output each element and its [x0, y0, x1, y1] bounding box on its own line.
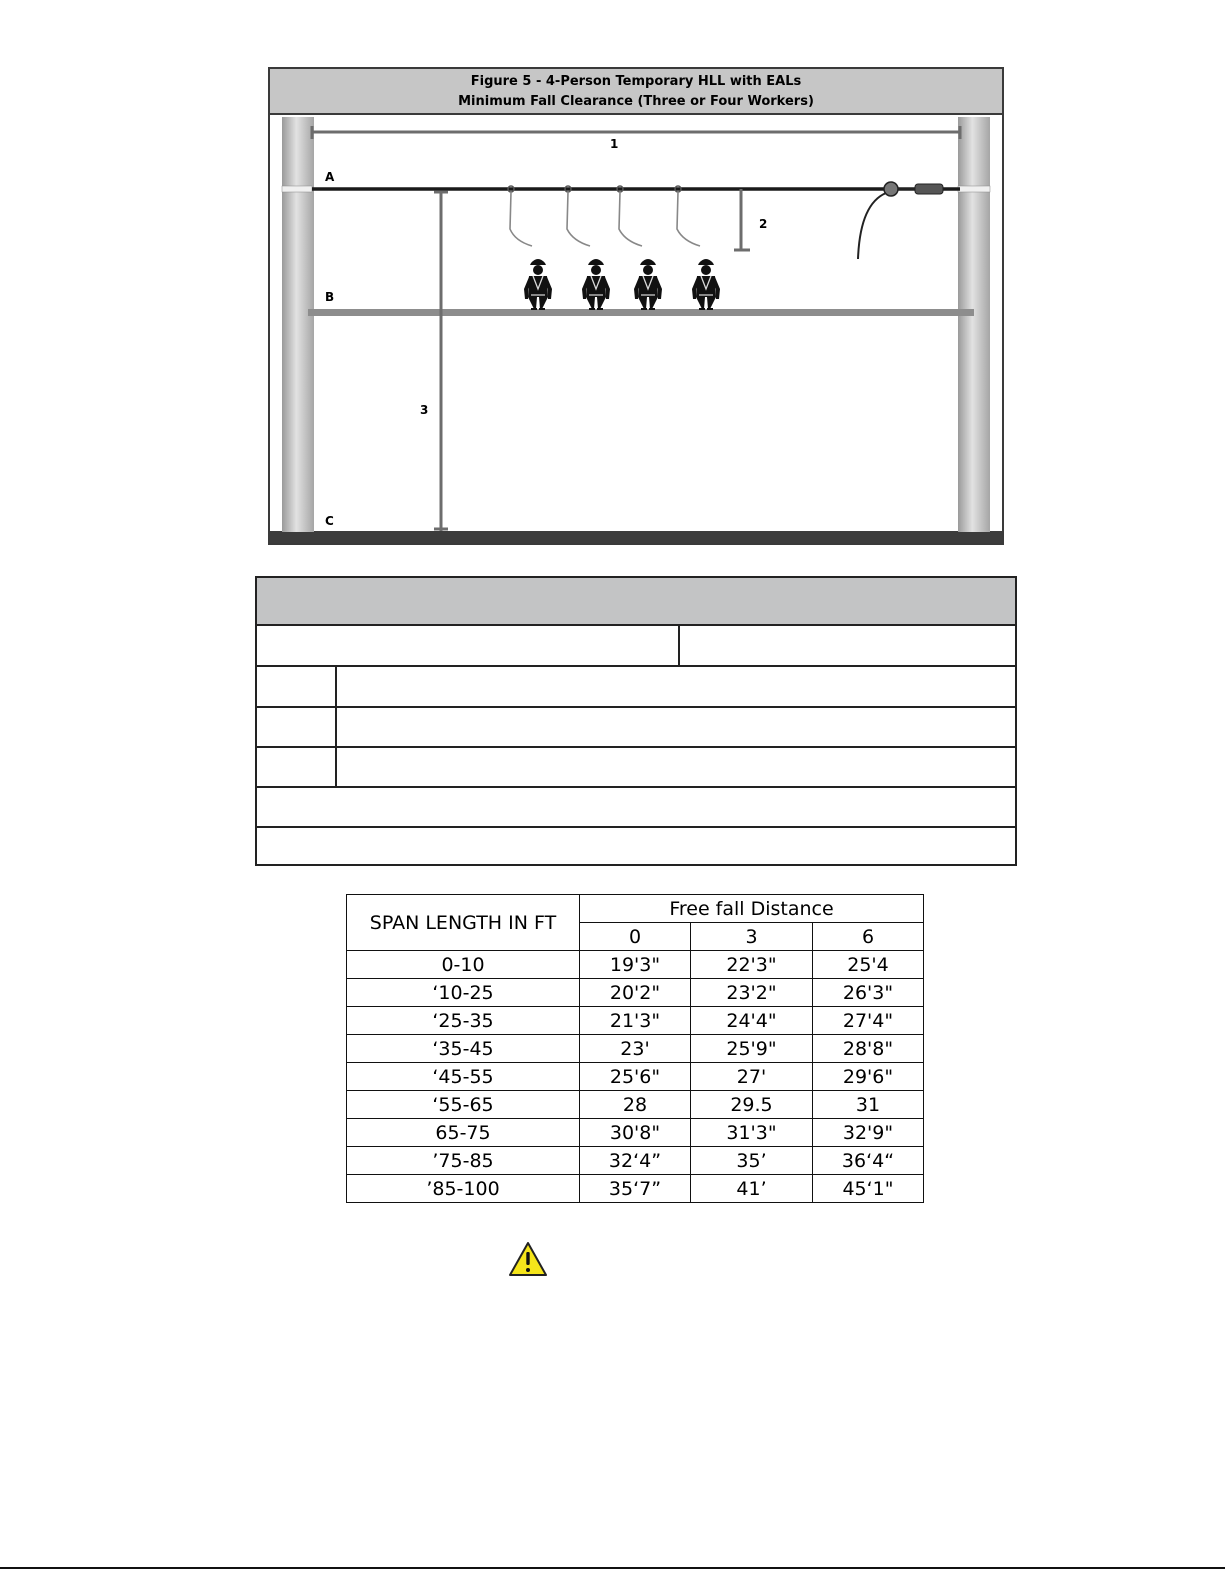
clearance-table: [346, 894, 924, 1203]
value-cell: 29'6": [813, 1063, 924, 1091]
energy-absorber-icon: [915, 184, 943, 194]
value-cell: 32'9": [813, 1119, 924, 1147]
warning-triangle-icon: [508, 1241, 548, 1277]
value-cell: 36‘4“: [813, 1147, 924, 1175]
value-cell: 45‘1": [813, 1175, 924, 1203]
free-fall-header: Free fall Distance: [580, 895, 924, 923]
worker-4: [675, 186, 720, 310]
legend-row: [257, 626, 1015, 667]
value-cell: 41’: [691, 1175, 813, 1203]
legend-row: [257, 748, 1015, 788]
worker-2: [565, 186, 610, 310]
legend-table: [255, 576, 1017, 866]
value-cell: 19'3": [580, 951, 691, 979]
value-cell: 23'2": [691, 979, 813, 1007]
dim-3-label: 3: [420, 403, 429, 417]
figure-title: Figure 5 - 4-Person Temporary HLL with EALs: [470, 74, 802, 89]
value-cell: 25'6": [580, 1063, 691, 1091]
point-c-label: C: [325, 514, 334, 528]
table-row: [347, 1063, 924, 1091]
value-cell: 22'3": [691, 951, 813, 979]
table-row: [347, 1035, 924, 1063]
ffd-col-header: 0: [580, 923, 691, 951]
span-cell: ’75-85: [347, 1147, 580, 1175]
point-b-label: B: [325, 290, 335, 304]
span-cell: 65-75: [347, 1119, 580, 1147]
left-pole: [282, 117, 314, 532]
table-row: [347, 951, 924, 979]
span-cell: ‘25-35: [347, 1007, 580, 1035]
legend-row: [257, 788, 1015, 828]
table-row: [347, 1175, 924, 1203]
span-cell: ‘10-25: [347, 979, 580, 1007]
value-cell: 27'4": [813, 1007, 924, 1035]
value-cell: 25'4: [813, 951, 924, 979]
table-row: [347, 1007, 924, 1035]
worker-3: [617, 186, 662, 310]
value-cell: 35‘7”: [580, 1175, 691, 1203]
ffd-col-header: 6: [813, 923, 924, 951]
value-cell: 28'8": [813, 1035, 924, 1063]
value-cell: 25'9": [691, 1035, 813, 1063]
legend-row: [257, 667, 1015, 708]
ffd-col-header: 3: [691, 923, 813, 951]
page-bottom-rule: [0, 1567, 1225, 1569]
value-cell: 32‘4”: [580, 1147, 691, 1175]
value-cell: 24'4": [691, 1007, 813, 1035]
value-cell: 21'3": [580, 1007, 691, 1035]
value-cell: 26'3": [813, 979, 924, 1007]
dim-2-label: 2: [759, 217, 768, 231]
value-cell: 31: [813, 1091, 924, 1119]
ground-bar: [270, 531, 1002, 543]
value-cell: 31'3": [691, 1119, 813, 1147]
table-row: [347, 1147, 924, 1175]
point-a-label: A: [325, 170, 335, 184]
figure-subtitle: Minimum Fall Clearance (Three or Four Workers): [458, 94, 814, 109]
span-length-header: SPAN LENGTH IN FT: [347, 895, 580, 951]
value-cell: 20'2": [580, 979, 691, 1007]
table-row: [347, 979, 924, 1007]
table-row: [347, 1091, 924, 1119]
legend-header: [257, 578, 1015, 626]
value-cell: 23': [580, 1035, 691, 1063]
figure-hll-clearance: [268, 67, 1004, 545]
worker-1: [508, 186, 552, 310]
value-cell: 35’: [691, 1147, 813, 1175]
span-cell: 0-10: [347, 951, 580, 979]
dim-1-label: 1: [610, 137, 619, 151]
span-cell: ‘45-55: [347, 1063, 580, 1091]
working-surface: [308, 309, 974, 316]
right-pole: [958, 117, 990, 532]
table-row: [347, 1119, 924, 1147]
span-cell: ‘35-45: [347, 1035, 580, 1063]
value-cell: 30'8": [580, 1119, 691, 1147]
legend-row: [257, 708, 1015, 748]
span-cell: ’85-100: [347, 1175, 580, 1203]
fall-clearance-diagram: [270, 69, 1002, 543]
value-cell: 27': [691, 1063, 813, 1091]
span-cell: ‘55-65: [347, 1091, 580, 1119]
value-cell: 29.5: [691, 1091, 813, 1119]
value-cell: 28: [580, 1091, 691, 1119]
